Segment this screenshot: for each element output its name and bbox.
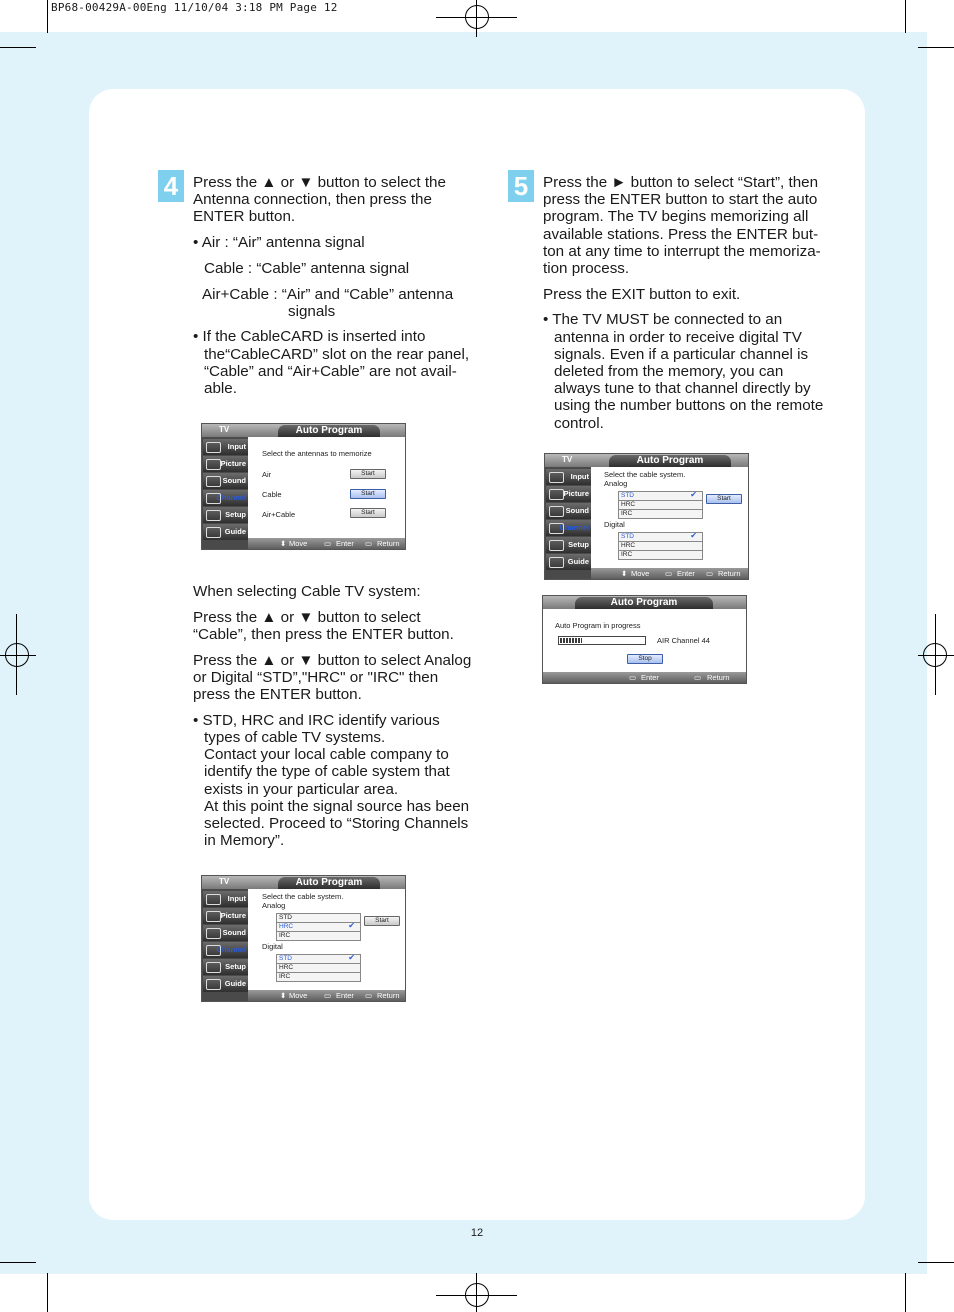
text-line: antenna in order to receive digital TV	[554, 328, 802, 346]
osd-return-hint: Return	[707, 673, 730, 682]
text-line: Antenna connection, then press the	[193, 191, 432, 209]
text-line: in Memory”.	[204, 832, 285, 850]
channel-icon	[206, 493, 221, 504]
osd-tv-label: TV	[562, 455, 573, 464]
digital-option-std[interactable]: STD ✔	[276, 954, 361, 964]
picture-icon	[549, 489, 564, 500]
progress-label: Auto Program in progress	[555, 621, 641, 630]
sound-icon	[206, 928, 221, 939]
osd-menu-setup[interactable]: Setup	[546, 537, 591, 553]
start-button[interactable]: Start	[350, 469, 386, 479]
osd-title: Auto Program	[278, 425, 380, 437]
crop-mark	[918, 1262, 954, 1263]
osd-prompt: Select the antennas to memorize	[262, 449, 372, 458]
osd-prompt: Select the cable system.	[262, 892, 344, 901]
guide-icon	[206, 527, 221, 538]
enter-icon: ▭	[665, 569, 673, 578]
text-line: Air+Cable : “Air” and “Cable” antenna	[202, 285, 454, 303]
analog-option-hrc[interactable]: HRC	[618, 500, 703, 510]
return-icon: ▭	[706, 569, 714, 578]
osd-enter-hint: Enter	[641, 673, 659, 682]
enter-icon: ▭	[324, 991, 332, 1000]
osd-menu-guide[interactable]: Guide	[546, 554, 591, 570]
text-line: When selecting Cable TV system:	[193, 583, 421, 600]
sound-icon	[206, 476, 221, 487]
registration-mark	[476, 0, 477, 37]
osd-cable-system-screen	[201, 875, 406, 1002]
move-icon: ⬍	[280, 991, 287, 1000]
text-line: Press the EXIT button to exit.	[543, 285, 741, 303]
digital-option-std[interactable]: STD ✔	[618, 532, 703, 542]
osd-menu-input[interactable]: Input	[203, 891, 248, 907]
return-icon: ▭	[365, 991, 373, 1000]
start-button[interactable]: Start	[350, 508, 386, 518]
osd-enter-hint: Enter	[677, 569, 695, 578]
registration-mark	[0, 655, 36, 656]
step4-text	[193, 174, 493, 397]
text-line: always tune to that channel directly by	[554, 380, 811, 398]
check-icon: ✔	[690, 490, 697, 499]
sound-icon	[549, 506, 564, 517]
step-number: 5	[508, 170, 534, 202]
osd-menu-setup[interactable]: Setup	[203, 507, 248, 523]
enter-icon: ▭	[324, 539, 332, 548]
text-line: types of cable TV systems.	[204, 728, 386, 746]
osd-menu-sound[interactable]: Sound	[546, 503, 591, 519]
text-line: Cable : “Cable” antenna signal	[204, 259, 410, 277]
progress-fill	[560, 638, 582, 643]
osd-analog-label: Analog	[262, 901, 286, 910]
text-line: • STD, HRC and IRC identify various	[193, 711, 440, 729]
osd-menu-input[interactable]: Input	[203, 439, 248, 455]
text-line: “Cable”, then press the ENTER button.	[193, 625, 454, 643]
text-line: Contact your local cable company to	[204, 746, 449, 764]
crop-mark	[0, 47, 36, 48]
text-line: Press the ▲ or ▼ button to select the	[193, 174, 446, 191]
osd-tv-label: TV	[219, 877, 230, 886]
osd-menu-sound[interactable]: Sound	[203, 925, 248, 941]
registration-mark	[935, 614, 936, 695]
osd-prompt: Select the cable system.	[604, 470, 686, 479]
osd-menu-picture[interactable]: Picture	[546, 486, 591, 502]
start-button[interactable]: Start	[706, 494, 742, 504]
osd-title: Auto Program	[278, 877, 380, 889]
text-line: tion process.	[543, 260, 630, 278]
osd-title: Auto Program	[575, 597, 713, 609]
osd-move-hint: Move	[289, 991, 308, 1000]
return-icon: ▭	[365, 539, 373, 548]
text-line: exists in your particular area.	[204, 780, 399, 798]
print-slug: BP68-00429A-00Eng 11/10/04 3:18 PM Page 12	[51, 1, 338, 14]
registration-mark	[16, 614, 17, 695]
text-line: the“CableCARD” slot on the rear panel,	[204, 345, 470, 363]
osd-return-hint: Return	[718, 569, 741, 578]
osd-move-hint: Move	[289, 539, 308, 548]
osd-return-hint: Return	[377, 539, 400, 548]
enter-icon: ▭	[629, 673, 637, 682]
text-line: ton at any time to interrupt the memoriza-	[543, 242, 821, 260]
osd-footer	[248, 538, 405, 549]
channel-icon	[549, 523, 564, 534]
guide-icon	[549, 557, 564, 568]
start-button[interactable]: Start	[364, 916, 400, 926]
setup-icon	[549, 540, 564, 551]
osd-footer	[543, 672, 746, 683]
osd-menu-input[interactable]: Input	[546, 469, 591, 485]
picture-icon	[206, 911, 221, 922]
return-icon: ▭	[694, 673, 702, 682]
digital-option-hrc[interactable]: HRC	[276, 963, 361, 973]
analog-option-std[interactable]: STD ✔	[618, 491, 703, 501]
osd-sidebar	[545, 467, 591, 579]
crop-mark	[47, 0, 48, 33]
osd-tv-label: TV	[219, 425, 230, 434]
stop-button[interactable]: Stop	[627, 654, 663, 664]
input-icon	[549, 472, 564, 483]
osd-digital-label: Digital	[604, 520, 625, 529]
text-line: signals	[288, 302, 336, 320]
osd-antenna-screen	[201, 423, 406, 550]
start-button[interactable]: Start	[350, 489, 386, 499]
osd-title: Auto Program	[609, 455, 731, 467]
check-icon: ✔	[348, 921, 355, 930]
digital-option-irc[interactable]: IRC	[276, 972, 361, 982]
page-number: 12	[470, 1227, 484, 1239]
text-line: At this point the signal source has been	[204, 797, 470, 815]
osd-menu-channel[interactable]: Channel	[546, 520, 591, 536]
guide-icon	[206, 979, 221, 990]
text-line: • If the CableCARD is inserted into	[193, 328, 426, 346]
crop-mark	[0, 1262, 36, 1263]
text-line: program. The TV begins memorizing all	[543, 208, 809, 226]
text-line: ENTER button.	[193, 208, 296, 226]
osd-menu-picture[interactable]: Picture	[203, 456, 248, 472]
text-line: deleted from the memory, you can	[554, 363, 784, 381]
text-line: • The TV MUST be connected to an	[543, 311, 783, 329]
osd-menu-channel[interactable]: Channel	[203, 942, 248, 958]
osd-menu-guide[interactable]: Guide	[203, 524, 248, 540]
text-line: Press the ► button to select “Start”, then	[543, 174, 819, 191]
text-line: Press the ▲ or ▼ button to select	[193, 608, 421, 626]
move-icon: ⬍	[621, 569, 628, 578]
channel-readout: AIR Channel 44	[657, 636, 710, 645]
setup-icon	[206, 510, 221, 521]
check-icon: ✔	[348, 953, 355, 962]
text-line: • Air : “Air” antenna signal	[193, 234, 365, 252]
text-line: press the ENTER button.	[193, 686, 362, 704]
move-icon: ⬍	[280, 539, 287, 548]
digital-option-irc[interactable]: IRC	[618, 550, 703, 560]
analog-option-std[interactable]: STD	[276, 913, 361, 923]
osd-move-hint: Move	[631, 569, 650, 578]
registration-mark	[918, 655, 954, 656]
crop-mark	[918, 47, 954, 48]
step5-text	[543, 174, 848, 432]
input-icon	[206, 442, 221, 453]
analog-option-hrc[interactable]: HRC ✔	[276, 922, 361, 932]
osd-return-hint: Return	[377, 991, 400, 1000]
analog-option-irc[interactable]: IRC	[618, 509, 703, 519]
text-line: available stations. Press the ENTER but-	[543, 225, 819, 243]
text-line: using the number buttons on the remote	[554, 397, 824, 415]
osd-start-screen	[544, 453, 749, 580]
crop-mark	[47, 1273, 48, 1312]
text-line: “Cable” and “Air+Cable” are not avail-	[204, 362, 457, 380]
input-icon	[206, 894, 221, 905]
picture-icon	[206, 459, 221, 470]
osd-progress-screen	[542, 595, 747, 684]
text-line: able.	[204, 380, 237, 398]
osd-enter-hint: Enter	[336, 539, 354, 548]
osd-sidebar	[202, 437, 248, 549]
osd-digital-label: Digital	[262, 942, 283, 951]
text-line: selected. Proceed to “Storing Channels	[204, 814, 469, 832]
text-line: control.	[554, 414, 604, 432]
text-line: press the ENTER button to start the auto	[543, 191, 818, 209]
osd-enter-hint: Enter	[336, 991, 354, 1000]
cable-system-text	[193, 583, 498, 849]
text-line: signals. Even if a particular channel is	[554, 345, 809, 363]
digital-option-hrc[interactable]: HRC	[618, 541, 703, 551]
osd-menu-sound[interactable]: Sound	[203, 473, 248, 489]
osd-analog-label: Analog	[604, 479, 628, 488]
crop-mark	[905, 1273, 906, 1312]
crop-mark	[905, 0, 906, 33]
osd-footer	[591, 568, 748, 579]
osd-sidebar	[202, 889, 248, 1001]
osd-menu-picture[interactable]: Picture	[203, 908, 248, 924]
text-line: or Digital “STD”,"HRC" or "IRC" then	[193, 668, 439, 686]
text-line: identify the type of cable system that	[204, 763, 450, 781]
osd-menu-guide[interactable]: Guide	[203, 976, 248, 992]
analog-option-irc[interactable]: IRC	[276, 931, 361, 941]
osd-option-label: Air+Cable	[262, 510, 296, 519]
check-icon: ✔	[690, 531, 697, 540]
osd-menu-setup[interactable]: Setup	[203, 959, 248, 975]
osd-menu-channel[interactable]: Channel	[203, 490, 248, 506]
osd-option-label: Cable	[262, 490, 282, 499]
osd-option-label: Air	[262, 470, 272, 479]
text-line: Press the ▲ or ▼ button to select Analog	[193, 651, 472, 669]
osd-footer	[248, 990, 405, 1001]
progress-bar	[558, 636, 646, 645]
channel-icon	[206, 945, 221, 956]
registration-mark	[476, 1273, 477, 1312]
step-number: 4	[158, 170, 184, 202]
setup-icon	[206, 962, 221, 973]
